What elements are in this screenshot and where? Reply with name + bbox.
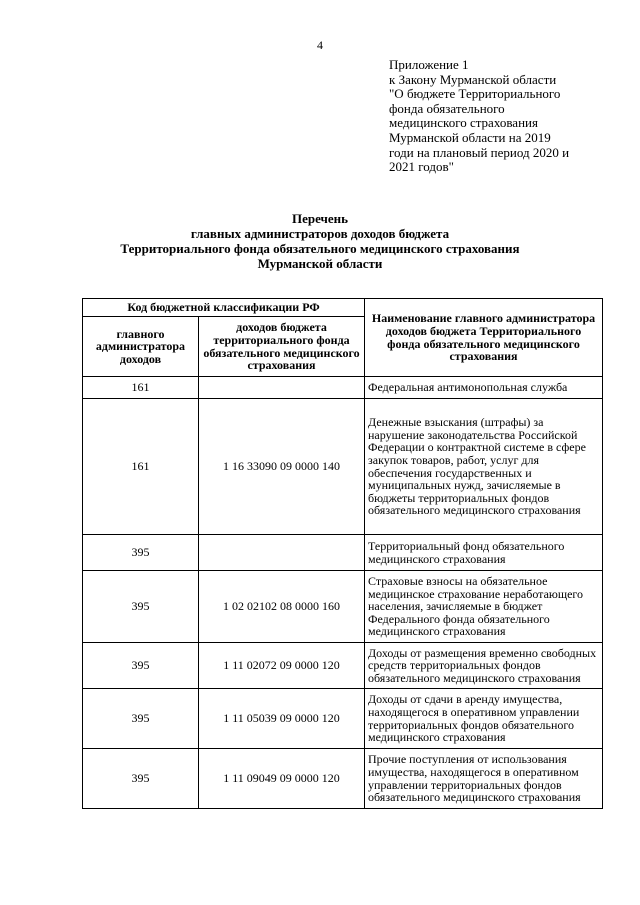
name-cell: Доходы от сдачи в аренду имущества, находящегося в оперативном управлении территориальных фондов обязательного медицинского страхования [365, 689, 603, 749]
table-row [83, 571, 603, 643]
page-number: 4 [317, 38, 323, 52]
admin-code-cell: 395 [83, 643, 199, 689]
name-cell: Территориальный фонд обязательного медицинского страхования [365, 535, 603, 571]
appendix-line: "О бюджете Территориального [389, 86, 561, 102]
admin-code-cell: 161 [83, 377, 199, 399]
income-code-cell: 1 11 09049 09 0000 120 [199, 749, 365, 809]
admin-code-cell: 395 [83, 749, 199, 809]
header-budget-code: Код бюджетной классификации РФ [83, 299, 365, 317]
admin-code-cell: 395 [83, 689, 199, 749]
income-code-cell: 1 11 05039 09 0000 120 [199, 689, 365, 749]
name-cell: Страховые взносы на обязательное медицинское страхование неработающего населения, зачисляемые в бюджет Федерального фонда обязательного медицинского страхования [365, 571, 603, 643]
appendix-line: медицинского страхования [389, 115, 538, 131]
appendix-line: 2021 годов" [389, 159, 454, 175]
appendix-line: Приложение 1 [389, 57, 469, 72]
title-line: Территориального фонда обязательного медицинского страхования [120, 241, 520, 256]
header-name: Наименование главного администратора доходов бюджета Территориального фонда обязательного медицинского страхования [365, 299, 603, 377]
table-row [83, 399, 603, 535]
name-cell: Доходы от размещения временно свободных средств территориальных фондов обязательного медицинского страхования [365, 643, 603, 689]
table-row [83, 535, 603, 571]
appendix-line: годи на плановый период 2020 и [389, 144, 570, 160]
appendix-line: Мурманской области на 2019 [389, 129, 551, 145]
appendix-block [389, 58, 609, 175]
income-code-cell [199, 535, 365, 571]
title-line: главных администраторов доходов бюджета [190, 226, 450, 241]
table-row [83, 689, 603, 749]
table-row [83, 643, 603, 689]
admin-code-cell: 395 [83, 571, 199, 643]
table-row [83, 749, 603, 809]
name-cell: Прочие поступления от использования имущества, находящегося в оперативном управлении территориальных фондов обязательного медицинского страхования [365, 749, 603, 809]
appendix-line: к Закону Мурманской области [389, 71, 557, 87]
income-code-cell [199, 377, 365, 399]
name-cell: Федеральная антимонопольная служба [365, 377, 603, 399]
admin-code-cell: 161 [83, 399, 199, 535]
header-income-code: доходов бюджета территориального фонда обязательного медицинского страхования [199, 317, 365, 377]
document-title [0, 211, 640, 271]
appendix-line: фонда обязательного [389, 100, 505, 116]
administrators-table [82, 298, 603, 809]
name-cell: Денежные взыскания (штрафы) за нарушение законодательства Российской Федерации о контрактной системе в сфере закупок товаров, работ, услуг для обеспечения государственных и муниципальных нужд, зачисляемые в бюджеты территориальных фондов обязательного медицинского страхования [365, 399, 603, 535]
admin-code-cell: 395 [83, 535, 199, 571]
income-code-cell: 1 16 33090 09 0000 140 [199, 399, 365, 535]
income-code-cell: 1 02 02102 08 0000 160 [199, 571, 365, 643]
income-code-cell: 1 11 02072 09 0000 120 [199, 643, 365, 689]
title-line: Перечень [291, 211, 349, 226]
title-line: Мурманской области [257, 256, 383, 271]
table-row [83, 377, 603, 399]
header-admin-code: главного администратора доходов [83, 317, 199, 377]
